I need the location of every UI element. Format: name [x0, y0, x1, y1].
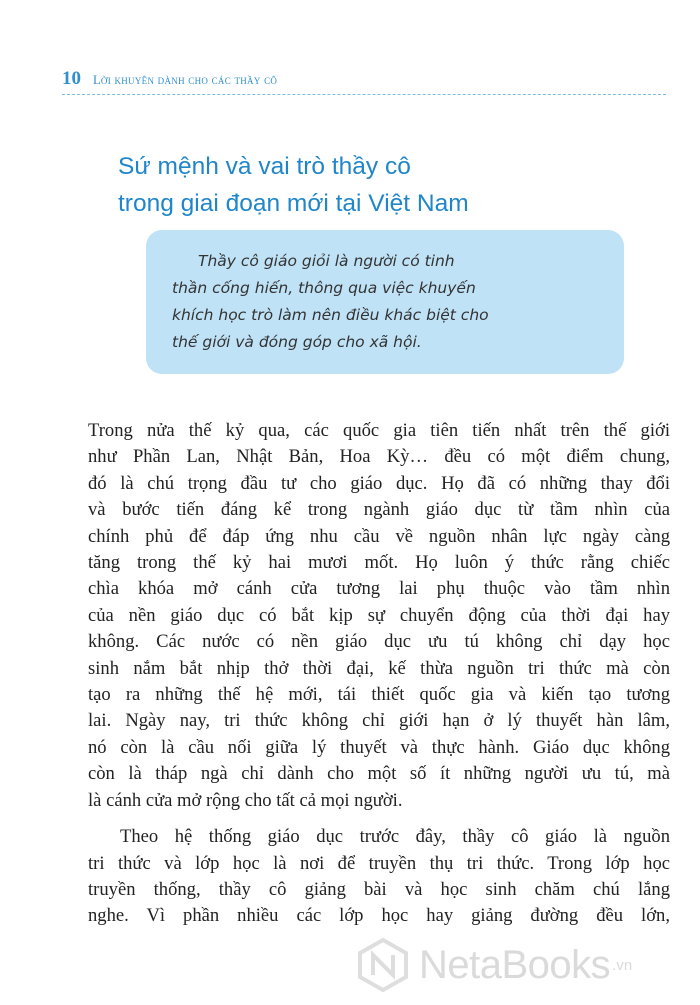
text-line: như Phần Lan, Nhật Bản, Hoa Kỳ… đều có một điểm chung,: [88, 446, 670, 468]
netabooks-logo-icon: [355, 937, 411, 993]
text-line: nó còn là cầu nối giữa lý thuyết và thực hành. Giáo dục không: [88, 736, 670, 758]
text-line: chìa khóa mở cánh cửa tương lai phụ thuộc vào tầm nhìn: [88, 578, 670, 600]
text-line: của nền giáo dục có bắt kịp sự chuyển động của thời đại hay: [88, 604, 670, 626]
watermark-suffix: .vn: [612, 956, 633, 974]
text-line: truyền thống, thầy cô giảng bài và học sinh chăm chú lắng: [88, 878, 670, 900]
text-line: là cánh cửa mở rộng cho tất cả mọi người.: [88, 789, 403, 811]
text-line: đó là chú trọng đầu tư cho giáo dục. Họ đã có những thay đổi: [88, 472, 670, 494]
text-line: không. Các nước có nền giáo dục ưu tú không chỉ dạy học: [88, 631, 670, 653]
paragraph-1: [88, 418, 670, 814]
quote-line: thế giới và đóng góp cho xã hội.: [172, 333, 422, 351]
pull-quote: [172, 248, 612, 356]
text-line: chính phủ để đáp ứng nhu cầu về nguồn nhân lực ngày càng: [88, 525, 670, 547]
section-title: [118, 148, 588, 222]
quote-line: Thầy cô giáo giỏi là người có tinh: [198, 252, 455, 270]
quote-line: thần cống hiến, thông qua việc khuyến: [172, 279, 476, 297]
body-text: [88, 418, 670, 930]
text-line: còn là tháp ngà chỉ dành cho một số ít những người ưu tú, mà: [88, 763, 670, 785]
text-line: tăng trong thế kỷ hai mươi mốt. Họ luôn ý thức rằng chiếc: [88, 552, 670, 574]
quote-line: khích học trò làm nên điều khác biệt cho: [172, 306, 489, 324]
netabooks-watermark: [355, 935, 632, 995]
page-number: 10: [62, 68, 81, 89]
header-divider: [62, 94, 666, 95]
pull-quote-box: [146, 230, 624, 374]
text-line: nghe. Vì phần nhiều các lớp học hay giảng đường đều lớn,: [88, 905, 670, 927]
text-line: Theo hệ thống giáo dục trước đây, thầy cô giáo là nguồn: [120, 826, 670, 848]
text-line: sinh nắm bắt nhịp thở thời đại, kế thừa nguồn tri thức mà còn: [88, 657, 670, 679]
text-line: tri thức và lớp học là nơi để truyền thụ tri thức. Trong lớp học: [88, 852, 670, 874]
section-title-line: Sứ mệnh và vai trò thầy cô: [118, 153, 411, 180]
text-line: Trong nửa thế kỷ qua, các quốc gia tiên tiến nhất trên thế giới: [88, 420, 670, 441]
section-title-line: trong giai đoạn mới tại Việt Nam: [118, 190, 469, 217]
text-line: và bước tiến đáng kể trong ngành giáo dục từ tầm nhìn của: [88, 499, 670, 521]
running-title: Lời khuyên dành cho các thầy cô: [93, 73, 278, 87]
paragraph-2: [88, 824, 670, 930]
text-line: lai. Ngày nay, tri thức không chỉ giới hạn ở lý thuyết hàn lâm,: [88, 710, 670, 732]
running-header: [62, 68, 277, 90]
text-line: tạo ra những thế hệ mới, tái thiết quốc gia và kiến tạo tương: [88, 684, 670, 706]
watermark-brand: NetaBooks: [419, 942, 611, 987]
